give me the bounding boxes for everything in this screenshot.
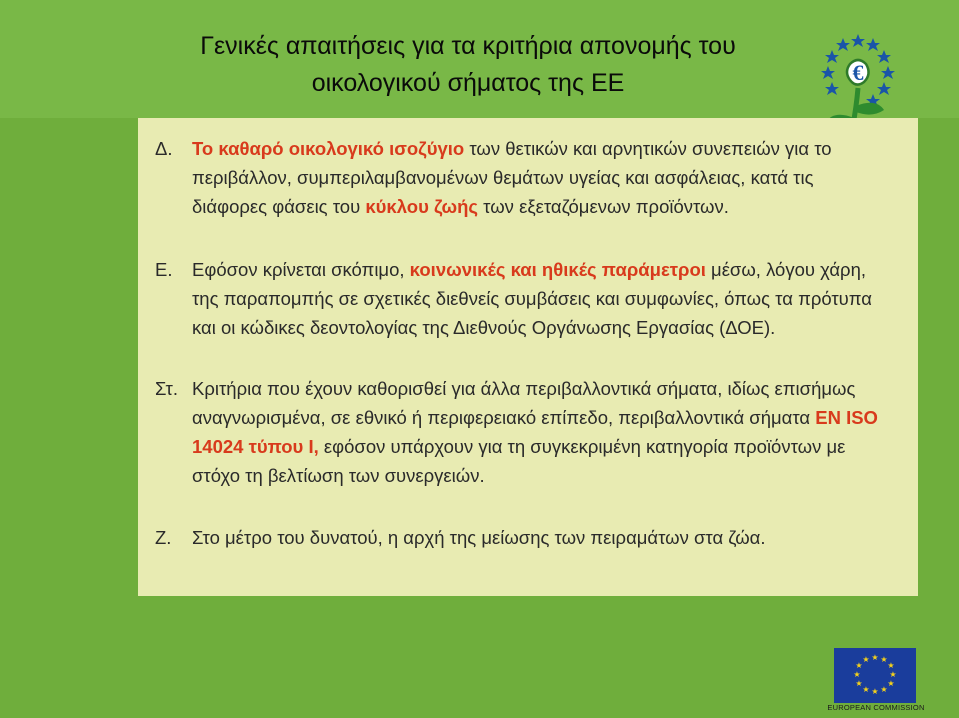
svg-text:€: € [852,60,864,85]
list-item-text [192,134,885,221]
text-segment: Το καθαρό οικολογικό ισοζύγιο [192,138,465,159]
svg-text:★: ★ [862,655,870,664]
text-segment: των θετικών και αρνητικών συνεπειών για το περιβάλλον, συμπεριλαμβανομένων θεμάτων υγείας και ασφάλειας, κατά τις διάφορες φάσεις του [192,138,832,217]
list-item-d [155,134,885,221]
list-item-label: Ε. [155,259,173,280]
list-item-text [192,255,885,342]
page-title [58,28,878,102]
text-segment: κύκλου ζωής [365,196,479,217]
svg-text:★: ★ [855,661,863,670]
list-item-label: Ζ. [155,527,172,548]
list-item-z [155,523,885,552]
svg-text:★: ★ [855,679,863,688]
text-segment: εφόσον υπάρχουν για τη συγκεκριμένη κατηγορία προϊόντων με στόχο τη βελτίωση των συνεργειών. [192,436,846,486]
svg-text:★: ★ [880,655,888,664]
svg-text:★: ★ [887,679,895,688]
svg-text:★: ★ [871,653,879,662]
title-line-2: οικολογικού σήματος της ΕΕ [311,69,625,97]
svg-text:★: ★ [871,687,879,696]
text-segment: Εφόσον κρίνεται σκόπιμο, [192,259,410,280]
text-segment: κοινωνικές και ηθικές παράμετροι [409,259,706,280]
list-item-text [192,374,885,490]
list-item-label: Στ. [155,378,178,399]
eu-flag-icon [834,648,916,703]
text-segment: Κριτήρια που έχουν καθορισθεί για άλλα περιβαλλοντικά σήματα, ιδίως επισήμως αναγνωρισμένα, σε εθνικό ή περιφερειακό επίπεδο, περιβαλλοντικά σήματα [192,378,856,428]
text-segment: EN ISO 14024 τύπου I, [192,407,878,457]
text-segment: Στο μέτρο του δυνατού, η αρχή της μείωσης των πειραμάτων στα ζώα. [192,527,766,548]
svg-text:★: ★ [889,670,897,679]
list-item-st [155,374,885,490]
svg-text:★: ★ [853,670,861,679]
list-item-e [155,255,885,342]
svg-text:★: ★ [887,661,895,670]
list-item-label: Δ. [155,138,173,159]
text-segment: μέσω, λόγου χάρη, της παραπομπής σε σχετικές διεθνείς συμβάσεις και συμφωνίες, όπως τα πρότυπα και οι κώδικες δεοντολογίας της Διεθνούς Οργάνωσης Εργασίας (ΔΟΕ). [192,259,873,338]
title-line-1: Γενικές απαιτήσεις για τα κριτήρια απονομής του [200,32,736,60]
eu-commission-label: EUROPEAN COMMISSION [827,703,925,712]
svg-text:★: ★ [880,685,888,694]
svg-text:★: ★ [862,685,870,694]
list-item-text [192,523,885,552]
text-segment: των εξεταζόμενων προϊόντων. [478,196,729,217]
